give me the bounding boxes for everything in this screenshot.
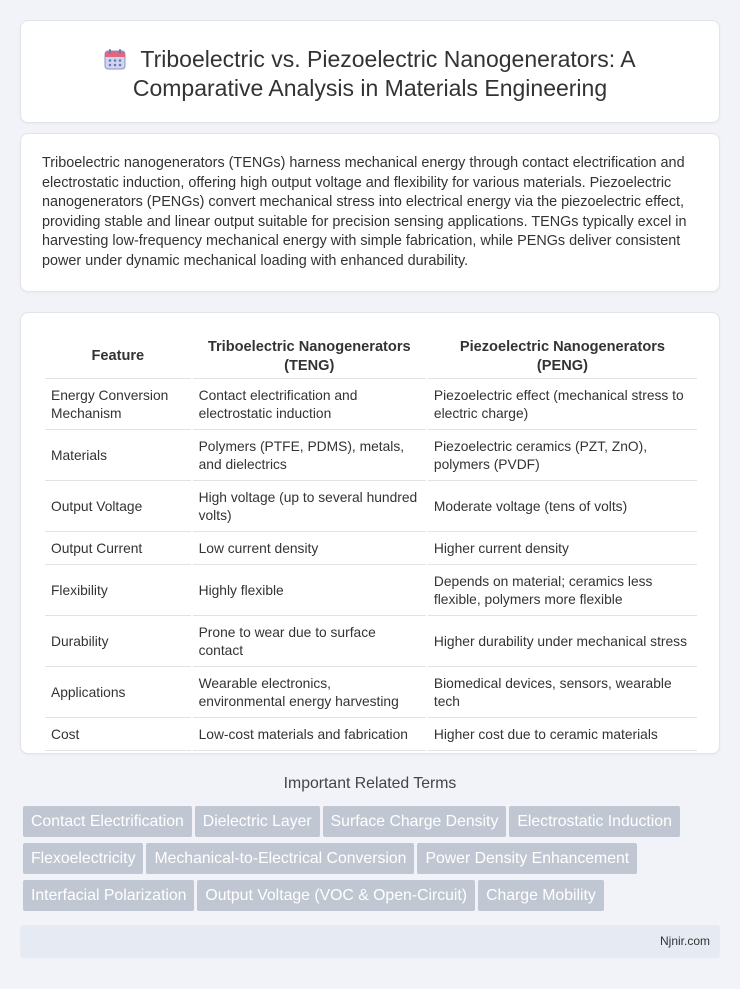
footer: [20, 925, 720, 958]
table-row: [45, 534, 697, 565]
feature-cell: Durability: [45, 618, 191, 667]
teng-cell: High voltage (up to several hundred volts): [193, 483, 426, 532]
peng-cell: Piezoelectric ceramics (PZT, ZnO), polymers (PVDF): [428, 432, 697, 481]
calendar-icon: [104, 48, 126, 70]
table-header-row: [45, 335, 697, 379]
peng-cell: Moderate voltage (tens of volts): [428, 483, 697, 532]
title-card: [20, 20, 720, 123]
peng-cell: Biomedical devices, sensors, wearable tech: [428, 669, 697, 718]
related-terms-heading: Important Related Terms: [283, 775, 457, 792]
comparison-table: [43, 333, 699, 753]
teng-cell: Contact electrification and electrostatic induction: [193, 381, 426, 430]
term-tag[interactable]: Charge Mobility: [478, 880, 604, 911]
table-row: [45, 720, 697, 751]
term-tag[interactable]: Power Density Enhancement: [417, 843, 637, 874]
table-row: [45, 432, 697, 481]
comparison-table-card: [20, 312, 720, 754]
table-row: [45, 381, 697, 430]
term-tag[interactable]: Mechanical-to-Electrical Conversion: [146, 843, 414, 874]
table-row: [45, 483, 697, 532]
related-terms-list: [23, 806, 723, 917]
term-tag[interactable]: Dielectric Layer: [195, 806, 320, 837]
feature-cell: Output Voltage: [45, 483, 191, 532]
footer-site-link[interactable]: Njnir.com: [659, 934, 710, 948]
peng-cell: Higher cost due to ceramic materials: [428, 720, 697, 751]
term-tag[interactable]: Electrostatic Induction: [509, 806, 680, 837]
term-tag[interactable]: Contact Electrification: [23, 806, 192, 837]
feature-cell: Applications: [45, 669, 191, 718]
teng-cell: Low-cost materials and fabrication: [193, 720, 426, 751]
table-row: [45, 618, 697, 667]
peng-cell: Piezoelectric effect (mechanical stress to electric charge): [428, 381, 697, 430]
peng-cell: Higher durability under mechanical stress: [428, 618, 697, 667]
header-teng: Triboelectric Nanogenerators (TENG): [193, 335, 426, 379]
term-tag[interactable]: Surface Charge Density: [323, 806, 507, 837]
intro-card: [20, 133, 720, 292]
term-tag[interactable]: Output Voltage (VOC & Open-Circuit): [197, 880, 475, 911]
feature-cell: Cost: [45, 720, 191, 751]
teng-cell: Low current density: [193, 534, 426, 565]
table-row: [45, 567, 697, 616]
header-feature: Feature: [45, 335, 191, 379]
peng-cell: Higher current density: [428, 534, 697, 565]
teng-cell: Wearable electronics, environmental energy harvesting: [193, 669, 426, 718]
teng-cell: Prone to wear due to surface contact: [193, 618, 426, 667]
term-tag[interactable]: Interfacial Polarization: [23, 880, 194, 911]
feature-cell: Energy Conversion Mechanism: [45, 381, 191, 430]
header-peng: Piezoelectric Nanogenerators (PENG): [428, 335, 697, 379]
intro-paragraph: Triboelectric nanogenerators (TENGs) harness mechanical energy through contact electrification and electrostatic induction, offering high output voltage and flexibility for various materials. Piezoelectric nanogenerators (PENGs) convert mechanical stress into electrical energy via the piezoelectric effect, providing stable and linear output suitable for precision sensing applications. TENGs typically excel in harvesting low-frequency mechanical energy with simple fabrication, while PENGs deliver consistent power under dynamic mechanical loading with enhanced durability.: [42, 155, 687, 269]
teng-cell: Highly flexible: [193, 567, 426, 616]
page-title: [51, 45, 689, 103]
table-row: [45, 669, 697, 718]
peng-cell: Depends on material; ceramics less flexible, polymers more flexible: [428, 567, 697, 616]
teng-cell: Polymers (PTFE, PDMS), metals, and dielectrics: [193, 432, 426, 481]
feature-cell: Output Current: [45, 534, 191, 565]
term-tag[interactable]: Flexoelectricity: [23, 843, 143, 874]
feature-cell: Materials: [45, 432, 191, 481]
feature-cell: Flexibility: [45, 567, 191, 616]
page-title-text: Triboelectric vs. Piezoelectric Nanogenerators: A Comparative Analysis in Materials Engineering: [132, 46, 636, 101]
